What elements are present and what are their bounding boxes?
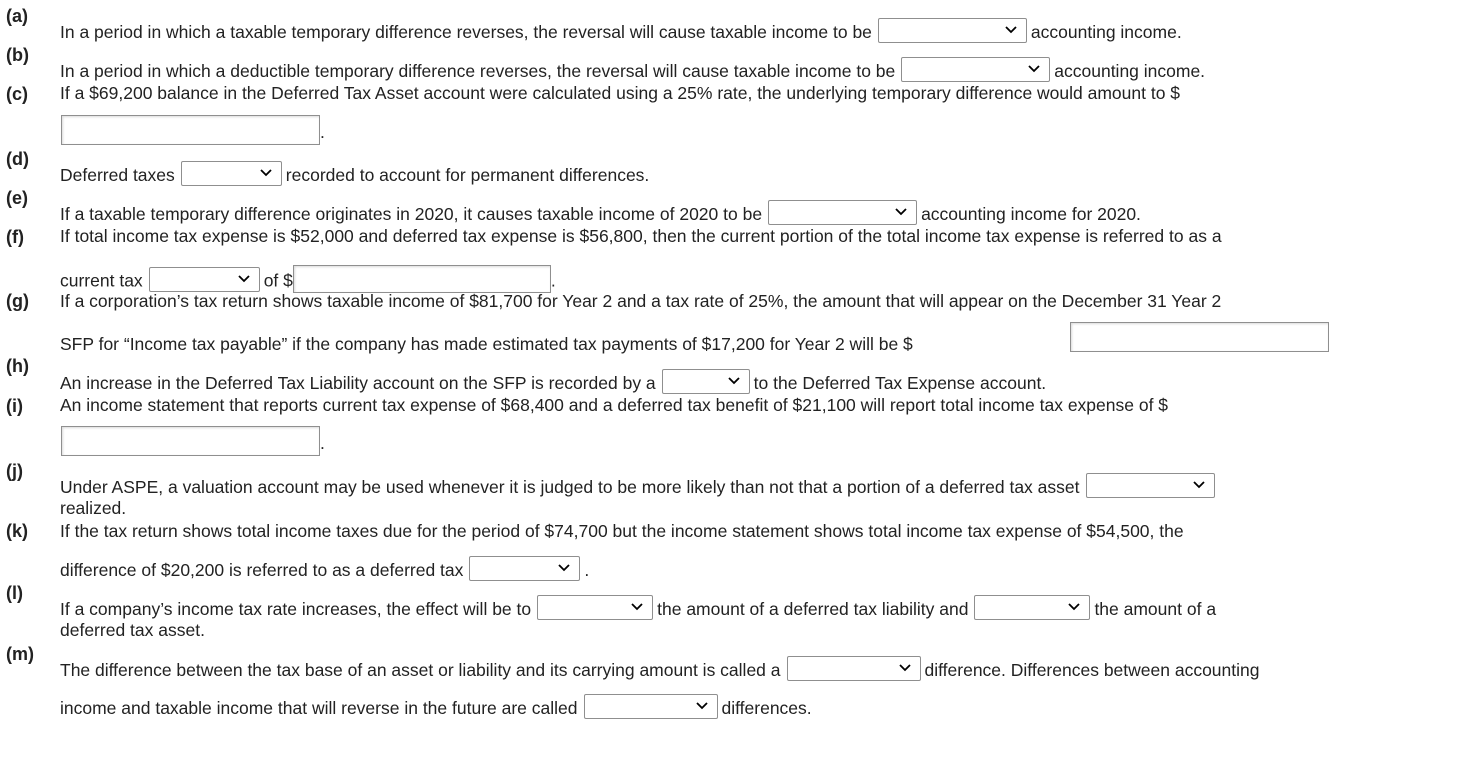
question-j-text2: realized. xyxy=(60,498,127,518)
question-m-suffix2: differences. xyxy=(721,698,812,719)
answer-l-select-2[interactable] xyxy=(974,595,1090,620)
chevron-down-icon xyxy=(1004,23,1018,37)
question-f-text2: current tax xyxy=(60,270,143,291)
question-b-text: In a period in which a deductible temporary difference reverses, the reversal will cause taxable income to be xyxy=(60,61,896,82)
question-a-suffix: accounting income. xyxy=(1030,22,1182,43)
question-e-text: If a taxable temporary difference originates in 2020, it causes taxable income of 2020 to be xyxy=(60,204,763,225)
question-e-suffix: accounting income for 2020. xyxy=(921,204,1141,225)
question-j-text: Under ASPE, a valuation account may be used whenever it is judged to be more likely than not that a portion of a deferred tax asset xyxy=(60,477,1080,498)
question-label-c: (c) xyxy=(6,84,28,104)
question-k-suffix: . xyxy=(584,560,590,581)
answer-g-input[interactable] xyxy=(1070,322,1329,352)
chevron-down-icon xyxy=(1067,600,1081,614)
answer-b-select[interactable] xyxy=(901,57,1050,82)
chevron-down-icon xyxy=(1192,478,1206,492)
answer-j-select[interactable] xyxy=(1086,473,1215,498)
chevron-down-icon xyxy=(898,661,912,675)
question-j xyxy=(60,476,1219,501)
question-i-text: An income statement that reports current tax expense of $68,400 and a deferred tax benefit of $21,100 will report total income tax expense of $ xyxy=(60,395,1169,415)
chevron-down-icon xyxy=(894,205,908,219)
chevron-down-icon xyxy=(630,600,644,614)
question-a-text: In a period in which a taxable temporary difference reverses, the reversal will cause taxable income to be xyxy=(60,22,872,43)
question-label-a: (a) xyxy=(6,6,28,26)
question-label-i: (i) xyxy=(6,396,23,416)
question-label-l: (l) xyxy=(6,583,23,603)
question-m-text: The difference between the tax base of an asset or liability and its carrying amount is called a xyxy=(60,660,781,681)
question-m xyxy=(60,659,1260,684)
question-f-suffix: . xyxy=(550,270,556,291)
chevron-down-icon xyxy=(557,561,571,575)
question-c-suffix: . xyxy=(320,122,325,142)
answer-h-select[interactable] xyxy=(662,369,750,394)
answer-l-select-1[interactable] xyxy=(537,595,653,620)
question-h-suffix: to the Deferred Tax Expense account. xyxy=(753,373,1047,394)
question-k-text2: difference of $20,200 is referred to as a deferred tax xyxy=(60,560,464,581)
answer-i-input[interactable] xyxy=(61,426,320,456)
answer-m-select-2[interactable] xyxy=(584,694,718,719)
chevron-down-icon xyxy=(1027,62,1041,76)
chevron-down-icon xyxy=(727,374,741,388)
question-l-mid: the amount of a deferred tax liability and xyxy=(657,599,969,620)
question-k-text: If the tax return shows total income taxes due for the period of $74,700 but the income statement shows total income tax expense of $54,500, the xyxy=(60,521,1184,541)
question-g-text: If a corporation’s tax return shows taxable income of $81,700 for Year 2 and a tax rate of 25%, the amount that will appear on the December 31 Year 2 xyxy=(60,291,1222,311)
question-g-text2: SFP for “Income tax payable” if the company has made estimated tax payments of $17,200 for Year 2 will be $ xyxy=(60,334,913,354)
chevron-down-icon xyxy=(237,272,251,286)
answer-f-select[interactable] xyxy=(149,267,260,292)
question-b-suffix: accounting income. xyxy=(1054,61,1206,82)
question-f-text: If total income tax expense is $52,000 and deferred tax expense is $56,800, then the current portion of the total income tax expense is referred to as a xyxy=(60,226,1222,246)
chevron-down-icon xyxy=(259,166,273,180)
question-label-b: (b) xyxy=(6,45,29,65)
question-f-mid: of $ xyxy=(263,270,293,291)
question-label-e: (e) xyxy=(6,188,28,208)
question-d xyxy=(60,164,649,189)
question-label-j: (j) xyxy=(6,461,23,481)
question-label-f: (f) xyxy=(6,227,24,247)
question-k-line2 xyxy=(60,559,589,584)
question-i-suffix: . xyxy=(320,433,325,453)
answer-f-input[interactable] xyxy=(293,265,551,293)
question-label-k: (k) xyxy=(6,521,28,541)
question-label-d: (d) xyxy=(6,149,29,169)
question-d-suffix: recorded to account for permanent differences. xyxy=(285,165,650,186)
answer-k-select[interactable] xyxy=(469,556,580,581)
question-h-text: An increase in the Deferred Tax Liability account on the SFP is recorded by a xyxy=(60,373,656,394)
question-l-suffix: the amount of a xyxy=(1094,599,1217,620)
question-l xyxy=(60,598,1216,623)
answer-c-input[interactable] xyxy=(61,115,320,145)
question-label-g: (g) xyxy=(6,291,29,311)
question-label-h: (h) xyxy=(6,356,29,376)
answer-d-select[interactable] xyxy=(181,161,282,186)
question-d-text: Deferred taxes xyxy=(60,165,175,186)
question-m-line2 xyxy=(60,697,812,722)
question-l-text2: deferred tax asset. xyxy=(60,620,205,640)
question-m-suffix: difference. Differences between accounting xyxy=(924,660,1260,681)
chevron-down-icon xyxy=(695,699,709,713)
question-c-text: If a $69,200 balance in the Deferred Tax Asset account were calculated using a 25% rate, the underlying temporary difference would amount to $ xyxy=(60,83,1181,103)
answer-a-select[interactable] xyxy=(878,18,1027,43)
question-m-text2: income and taxable income that will reverse in the future are called xyxy=(60,698,578,719)
answer-e-select[interactable] xyxy=(768,200,917,225)
answer-m-select-1[interactable] xyxy=(787,656,921,681)
question-a xyxy=(60,21,1182,46)
question-l-text: If a company’s income tax rate increases, the effect will be to xyxy=(60,599,532,620)
question-label-m: (m) xyxy=(6,644,34,664)
